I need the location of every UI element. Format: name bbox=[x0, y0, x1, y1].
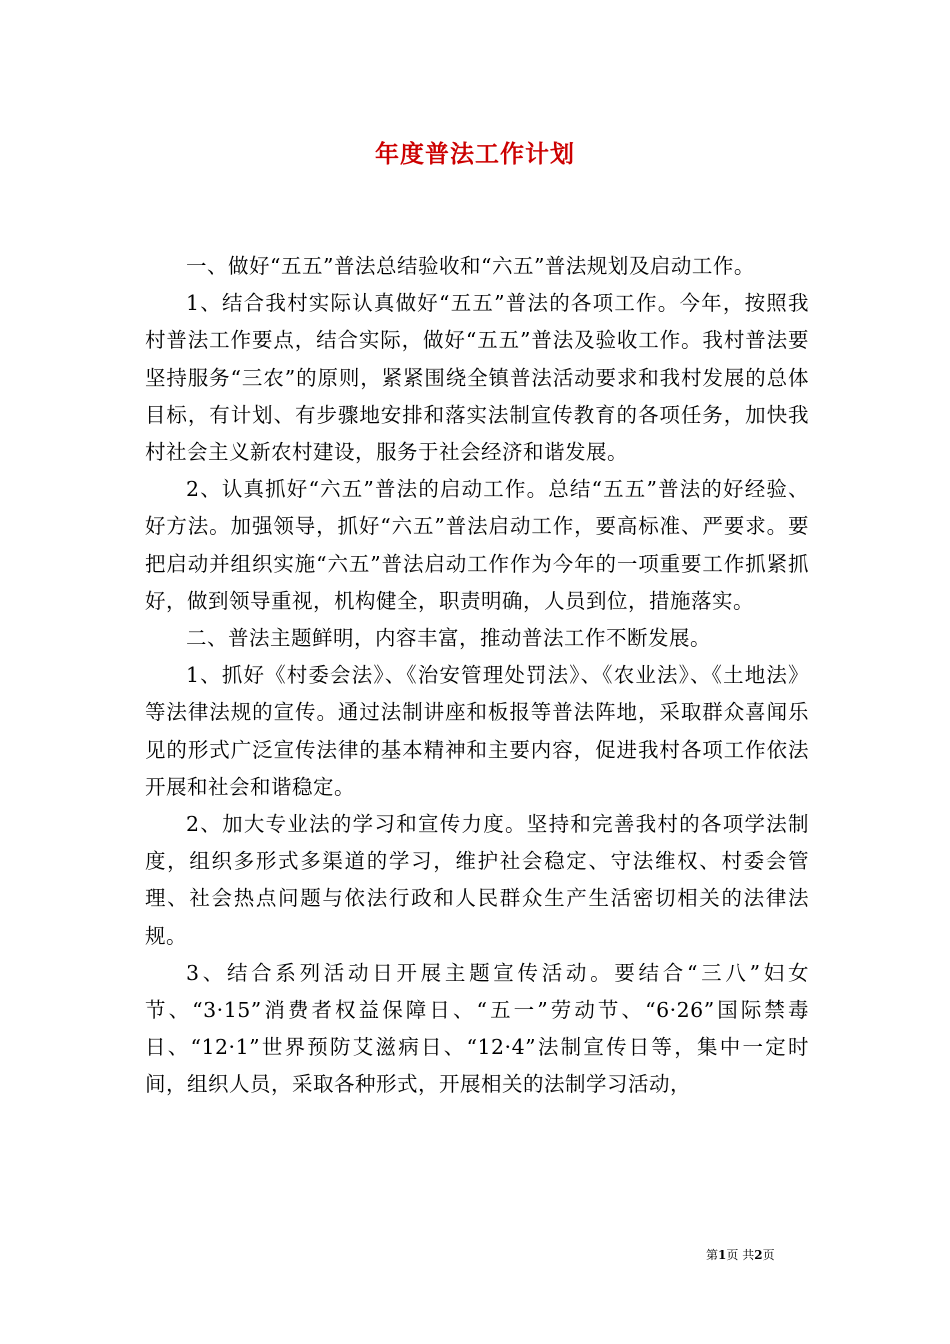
footer-suffix: 页 bbox=[762, 1248, 775, 1262]
paragraph-section-1-heading: 一、做好“五五”普法总结验收和“六五”普法规划及启动工作。 bbox=[186, 254, 755, 278]
footer-current-page: 1 bbox=[718, 1248, 727, 1262]
paragraph-section-2-item-2: 2、加大专业法的学习和宣传力度。坚持和完善我村的各项学法制度，组织多形式多渠道的学习，维护社会稳定、守法维权、村委会管理、社会热点问题与依法行政和人民群众生产生活密切相关的法律法规。 bbox=[145, 812, 809, 948]
footer-middle: 页 共 bbox=[726, 1248, 755, 1262]
document-title: 年度普法工作计划 bbox=[375, 139, 575, 168]
footer-prefix: 第 bbox=[706, 1248, 719, 1262]
paragraph-section-2-item-1: 1、抓好《村委会法》、《治安管理处罚法》、《农业法》、《土地法》等法律法规的宣传。通过法制讲座和板报等普法阵地，采取群众喜闻乐见的形式广泛宣传法律的基本精神和主要内容，促进我村各项工作依法开展和社会和谐稳定。 bbox=[145, 663, 809, 799]
paragraph-section-2-item-3: 3、结合系列活动日开展主题宣传活动。要结合“三八”妇女节、“3·15”消费者权益保障日、“五一”劳动节、“6·26”国际禁毒日、“12·1”世界预防艾滋病日、“12·4”法制宣传日等，集中一定时间，组织人员，采取各种形式，开展相关的法制学习活动， bbox=[145, 960, 809, 1097]
page-footer bbox=[706, 1246, 775, 1263]
document-body bbox=[145, 248, 809, 1104]
paragraph-section-2-heading: 二、普法主题鲜明，内容丰富，推动普法工作不断发展。 bbox=[186, 626, 711, 651]
paragraph-section-1-item-1: 1、结合我村实际认真做好“五五”普法的各项工作。今年，按照我村普法工作要点，结合实际，做好“五五”普法及验收工作。我村普法要坚持服务“三农”的原则，紧紧围绕全镇普法活动要求和我村发展的总体目标，有计划、有步骤地安排和落实法制宣传教育的各项任务，加快我村社会主义新农村建设，服务于社会经济和谐发展。 bbox=[145, 291, 809, 465]
paragraph-section-1-item-2: 2、认真抓好“六五”普法的启动工作。总结“五五”普法的好经验、好方法。加强领导，抓好“六五”普法启动工作，要高标准、严要求。要把启动并组织实施“六五”普法启动工作作为今年的一项重要工作抓紧抓好，做到领导重视，机构健全，职责明确，人员到位，措施落实。 bbox=[145, 477, 809, 613]
footer-total-pages: 2 bbox=[754, 1248, 763, 1262]
